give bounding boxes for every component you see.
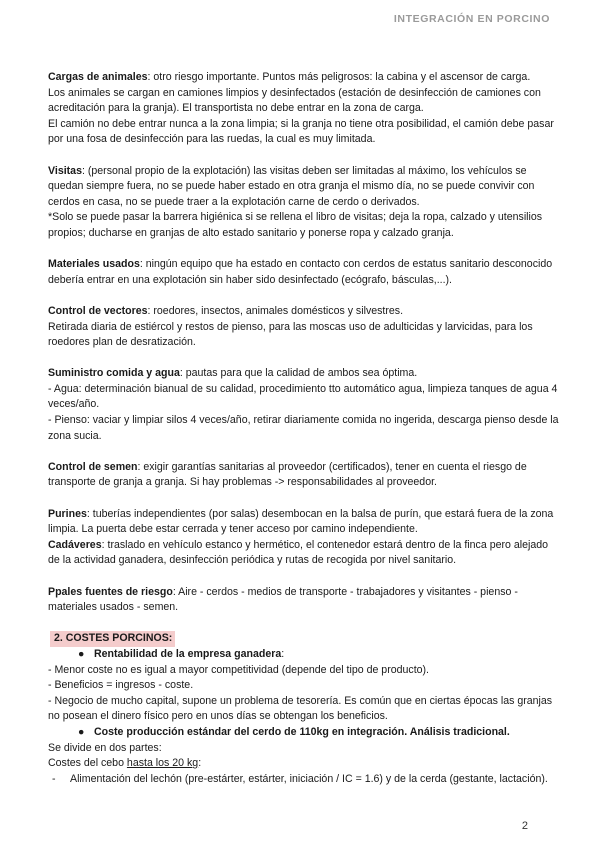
paragraph-purines: Purines: tuberías independientes (por salas) desembocan en la balsa de purín, que estará fuera de la zona limpia. La puerta debe estar cerrada y tener acceso por camino independiente. Cadáveres: traslado en vehículo estanco y hermético, el contenedor estará dentro de la finca pero alejado de la actividad ganadera, desinfección periódica y rutas de recogida por nivel sanitario.	[48, 507, 554, 567]
bullet-dot-icon: ●	[78, 725, 85, 738]
heading-semen: Control de semen	[48, 460, 138, 473]
heading-cadaveres: Cadáveres	[48, 538, 102, 551]
heading-cargas: Cargas de animales	[48, 71, 148, 83]
section-costes: 2. COSTES PORCINOS: ● Rentabilidad de la empresa ganadera: - Menor coste no es igual a mayor competitividad (depende del tipo de producto). - Beneficios = ingresos - coste. - Negocio de mucho capital, supone un problema de tesorería. Es común que en ciertas épocas las granjas no posean el dinero físico pero en unos días se obtengan los beneficios. ● Coste producción estándar del cerdo de 110kg en integración. Análisis tradicional. Se divide en dos partes: Costes del cebo hasta los 20 kg: - Alimentación del lechón (pre-estárter, estárter, iniciación / IC = 1.6) y de la cerda (gestante, lactación).	[48, 631, 560, 787]
heading-suministro: Suministro comida y agua	[48, 367, 180, 380]
paragraph-materiales: Materiales usados: ningún equipo que ha estado en contacto con cerdos de estatus sanitario desconocido debería entrar en una explotación sin haber sido desinfectado (ecógrafo, básculas,...).	[48, 258, 553, 286]
document-body	[48, 70, 560, 787]
heading-vectores: Control de vectores	[48, 304, 148, 317]
heading-purines: Purines	[48, 507, 87, 520]
heading-fuentes: Ppales fuentes de riesgo	[48, 585, 173, 598]
paragraph-semen: Control de semen: exigir garantías sanitarias al proveedor (certificados), tener en cuenta el riesgo de transporte de granja a granja. Si hay problemas -> responsabilidades al proveedor.	[48, 460, 527, 489]
section-title-costes: 2. COSTES PORCINOS:	[50, 631, 175, 647]
running-header: INTEGRACIÓN EN PORCINO	[393, 13, 550, 25]
paragraph-visitas: Visitas: (personal propio de la explotación) las visitas deben ser limitadas al máximo, los vehículos se quedan siempre fuera, no se puede haber estado en otra granja el mismo día, no se puede convivir con cerdos en casa, no se puede traer a la explotación carne de cerdo o derivados. *Solo se puede pasar la barrera higiénica si se rellena el libro de visitas; deja la ropa, calzado y utensilios propios; ducharse en granjas de alto estado sanitario y ponerse ropa y calzado granja.	[48, 164, 543, 239]
bullet-dot-icon: ●	[78, 647, 85, 660]
paragraph-fuentes: Ppales fuentes de riesgo: Aire - cerdos - medios de transporte - trabajadores y visitantes - pienso - materiales usados - semen.	[48, 585, 518, 614]
paragraph-vectores: Control de vectores: roedores, insectos, animales domésticos y silvestres. Retirada diaria de estiércol y restos de pienso, para las moscas uso de adulticidas y larvicidas, para los roedores plan de desratización.	[48, 304, 533, 349]
heading-visitas: Visitas	[48, 164, 82, 177]
dash-list-item: - Alimentación del lechón (pre-estárter, estárter, iniciación / IC = 1.6) y de la cerda (gestante, lactación).	[48, 772, 560, 788]
dash-marker: -	[52, 772, 56, 785]
heading-materiales: Materiales usados	[48, 258, 140, 271]
bullet-rentabilidad: ● Rentabilidad de la empresa ganadera:	[48, 647, 560, 663]
paragraph-cargas: Cargas de animales: otro riesgo importante. Puntos más peligrosos: la cabina y el ascensor de carga. Los animales se cargan en camiones limpios y desinfectados (estación de desinfección de camiones con acreditación para la granja). El transportista no debe entrar en la zona de carga. El camión no debe entrar nunca a la zona limpia; si la granja no tiene otra posibilidad, el camión debe pasar por una fosa de desinfección para las ruedas, la cual es muy limitada.	[48, 71, 554, 146]
page-number: 2	[521, 820, 528, 832]
bullet-coste-produccion: ● Coste producción estándar del cerdo de 110kg en integración. Análisis tradicional.	[48, 725, 560, 741]
paragraph-suministro: Suministro comida y agua: pautas para que la calidad de ambos sea óptima. - Agua: determinación bianual de su calidad, procedimiento tto automático agua, limpieza tanques de agua 4 veces/año. - Pienso: vaciar y limpiar silos 4 veces/año, retirar diariamente comida no ingerida, descarga pienso desde la zona sucia.	[48, 367, 559, 442]
